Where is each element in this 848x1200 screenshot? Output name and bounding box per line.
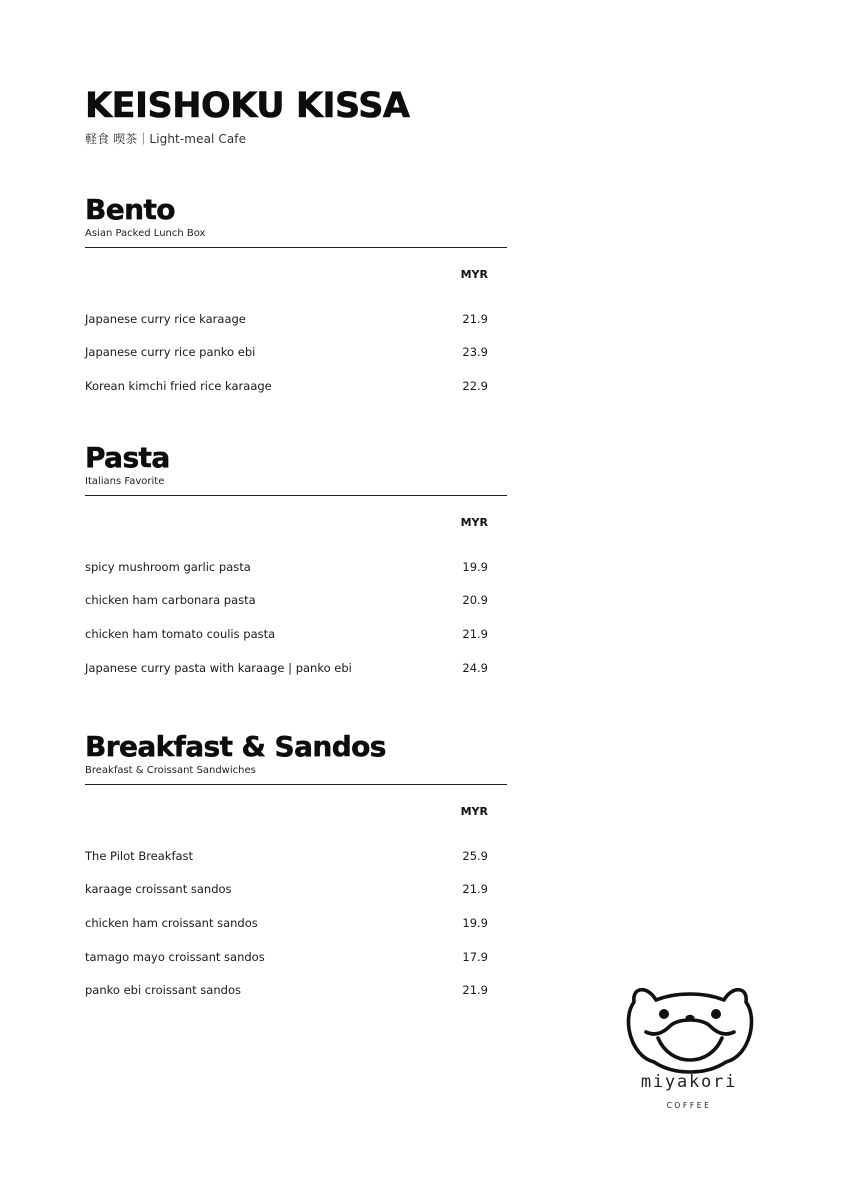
section-subtitle: Italians Favorite [85,476,165,487]
menu-item-list [85,302,507,403]
section-divider [85,247,507,248]
item-price: 21.9 [462,882,488,897]
item-name: karaage croissant sandos [85,882,232,897]
item-price: 21.9 [462,983,488,998]
menu-item [85,973,507,1007]
item-name: chicken ham tomato coulis pasta [85,626,276,641]
item-name: The Pilot Breakfast [85,848,194,863]
item-name: chicken ham carbonara pasta [85,593,256,608]
section-subtitle: Breakfast & Croissant Sandwiches [85,765,256,776]
brand-name: miyakori [640,1072,738,1092]
menu-section-bento [85,195,507,403]
section-title: Bento [85,193,175,226]
currency-header: MYR [460,516,488,529]
menu-item [85,369,507,403]
menu-item [85,873,507,907]
item-name: panko ebi croissant sandos [85,983,241,998]
section-subtitle: Asian Packed Lunch Box [85,228,206,239]
item-price: 22.9 [462,378,488,393]
item-name: spicy mushroom garlic pasta [85,559,251,574]
menu-item [85,584,507,618]
menu-item [85,906,507,940]
item-price: 19.9 [462,915,488,930]
menu-item [85,839,507,873]
currency-header: MYR [460,268,488,281]
item-price: 23.9 [462,345,488,360]
item-price: 24.9 [462,660,488,675]
item-price: 21.9 [462,626,488,641]
item-name: Japanese curry rice karaage [85,311,246,326]
item-name: Japanese curry pasta with karaage | panko ebi [85,660,352,675]
menu-item [85,940,507,974]
menu-item [85,550,507,584]
page-title: KEISHOKU KISSA [85,86,410,126]
item-name: Korean kimchi fried rice karaage [85,378,272,393]
menu-item-list [85,550,507,684]
section-title: Pasta [85,441,170,474]
page-subtitle: 軽食 喫茶｜Light-meal Cafe [85,132,247,146]
menu-item [85,617,507,651]
item-price: 21.9 [462,311,488,326]
item-name: tamago mayo croissant sandos [85,949,265,964]
item-price: 20.9 [462,593,488,608]
bear-face-icon [618,958,760,1118]
section-divider [85,784,507,785]
menu-item [85,651,507,685]
brand-tagline: COFFEE [666,1101,712,1110]
menu-section-pasta [85,443,507,684]
item-name: chicken ham croissant sandos [85,915,258,930]
menu-item [85,302,507,336]
section-title: Breakfast & Sandos [85,730,386,763]
item-price: 25.9 [462,848,488,863]
menu-item-list [85,839,507,1007]
menu-item [85,336,507,370]
item-price: 19.9 [462,559,488,574]
item-name: Japanese curry rice panko ebi [85,345,256,360]
menu-section-breakfast-sandos [85,732,507,1007]
currency-header: MYR [460,805,488,818]
item-price: 17.9 [462,949,488,964]
section-divider [85,495,507,496]
